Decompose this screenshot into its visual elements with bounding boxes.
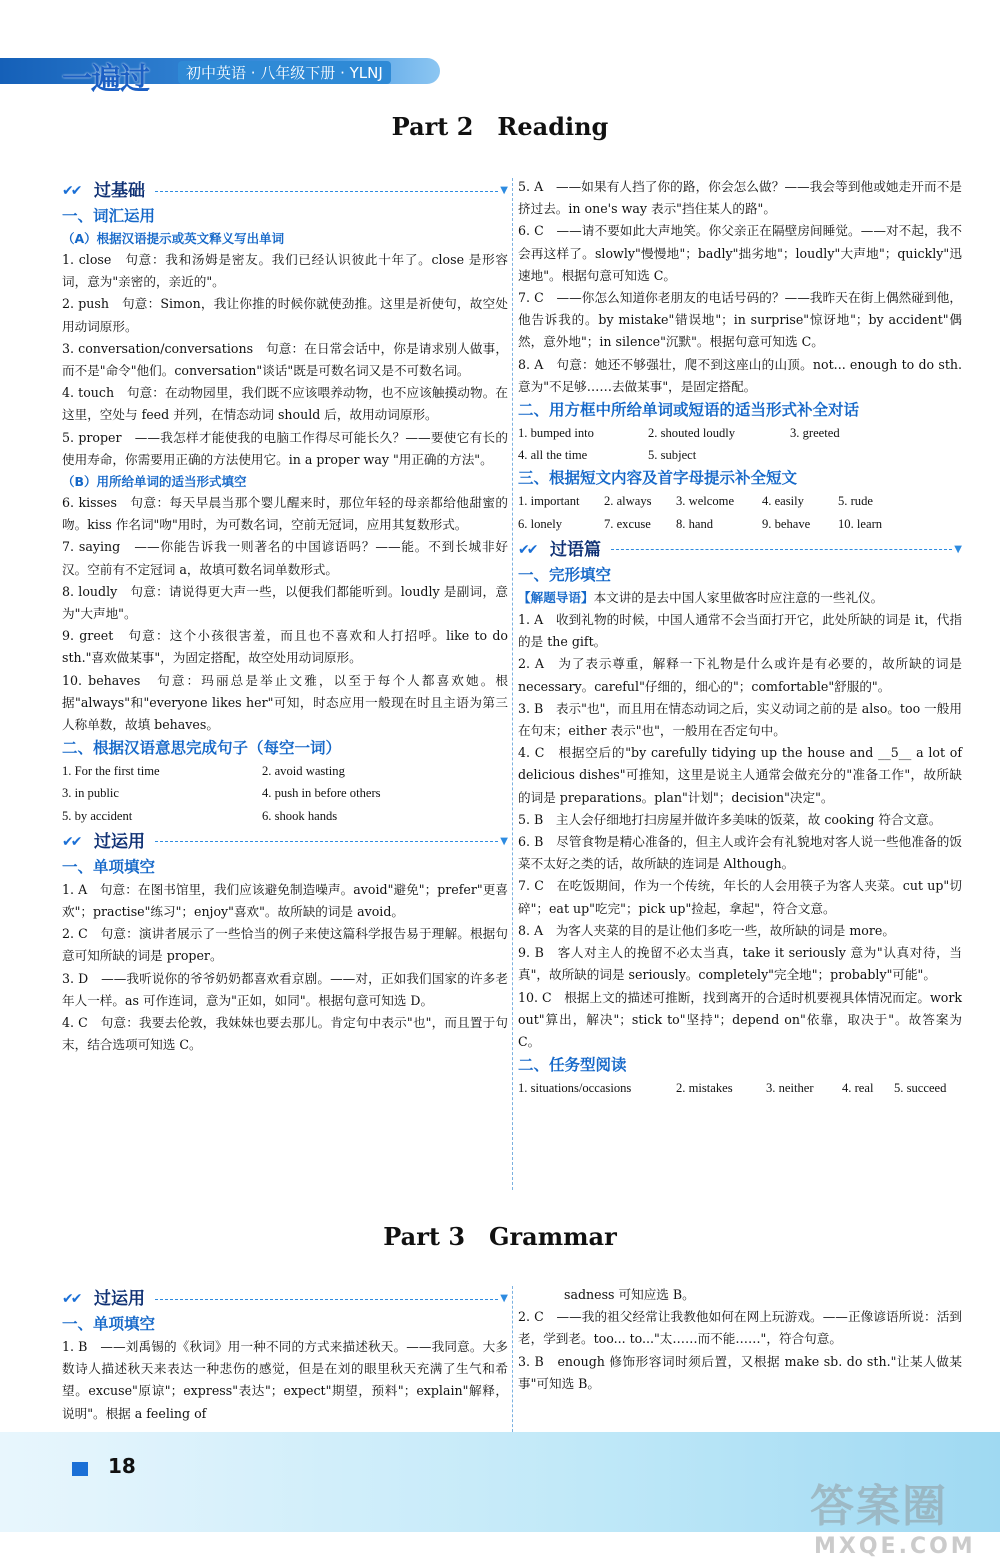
answer-item: 10. C 根据上文的描述可推断，找到离开的合适时机要视具体情况而定。work out"算出，解决"；stick to"坚持"；depend on"依靠，取决于"。故答案为 C。 <box>518 989 962 1049</box>
answer-item: 4. C 句意：我要去伦敦，我妹妹也要去那儿。肯定句中表示"也"，而且置于句末，结合选项可知选 C。 <box>62 1015 508 1053</box>
answer-item: 10. behaves 句意：玛丽总是举止文雅，以至于每个人都喜欢她。根据"always"和"everyone likes her"可知，时态应用一般现在时且主语为第三人称单数，故填 behaves。 <box>62 672 508 733</box>
chevron-icon: ✔✔ <box>62 833 80 850</box>
answer-item: 3. B enough 修饰形容词时须后置，又根据 make sb. do sth."让某人做某事"可知选 B。 <box>518 1353 962 1391</box>
answer-item: 3. B 表示"也"，而且用在情态动词之后，实义动词之前的是 also。too 一般用在句末；either 表示"也"，一般用在否定句中。 <box>518 700 962 739</box>
grammar-left-column <box>62 1284 508 1425</box>
arrow-down-icon: ▼ <box>500 1292 508 1304</box>
section-guoyunyong: ✔✔ 过运用 ▼ <box>62 831 508 852</box>
part2-name: Reading <box>497 112 609 141</box>
answer-item: 6. C ——请不要如此大声地笑。你父亲正在隔壁房间睡觉。——对不起，我不会再这样了。slowly"慢慢地"；badly"拙劣地"；loudly"大声地"；quickly"迅速地"。根据句意可知选 C。 <box>518 223 962 283</box>
page-marker-icon <box>72 1462 88 1476</box>
answer-item: 8. loudly 句意：请说得更大声一些，以便我们都能听到。loudly 是副词，意为"大声地"。 <box>62 583 508 622</box>
answer-item: 4. touch 句意：在动物园里，我们既不应该喂养动物，也不应该触摸动物。在这里，空处与 feed 并列，在情态动词 should 后，故用动词原形。 <box>62 385 508 423</box>
part3-name: Grammar <box>489 1222 617 1251</box>
column-divider <box>512 1286 513 1432</box>
chevron-icon: ✔✔ <box>518 541 536 558</box>
part2-num: Part 2 <box>391 112 474 141</box>
answer-item: 9. B 客人对主人的挽留不必太当真，take it seriously 意为"认真对待，当真"，故所缺的词是 seriously。completely"完全地"；probably"可能"。 <box>518 945 962 983</box>
task-answers: 1. situations/occasions 2. mistakes 3. neither 4. real 5. succeed <box>518 1081 947 1096</box>
brand-logo: 一遍过 <box>62 62 149 97</box>
section-guojichu: ✔✔ 过基础 ▼ <box>62 180 508 201</box>
page-header <box>0 0 1000 100</box>
page-number: 18 <box>108 1454 136 1478</box>
vocab-a-heading: （A）根据汉语提示或英文释义写出单词 <box>62 231 285 246</box>
passage-heading: 三、根据短文内容及首字母提示补全短文 <box>518 469 798 488</box>
chevron-icon: ✔✔ <box>62 182 80 199</box>
watermark-url: MXQE.COM <box>814 1534 976 1559</box>
answer-item: 7. saying ——你能告诉我一则著名的中国谚语吗？——能。不到长城非好汉。空前有不定冠词 a，故填可数名词单数形式。 <box>62 539 508 577</box>
answer-item: 9. greet 句意：这个小孩很害羞，而且也不喜欢和人打招呼。like to do sth."喜欢做某事"，为固定搭配，故空处用动词原形。 <box>62 628 508 666</box>
arrow-down-icon: ▼ <box>500 835 508 847</box>
tip-paragraph <box>518 587 962 609</box>
answer-item: 1. B ——刘禹锡的《秋词》用一种不同的方式来描述秋天。——我同意。大多数诗人描述秋天来表达一种悲伤的感觉，但是在刘的眼里秋天充满了生气和希望。excuse"原谅"；express"表达"；expect"期望，预料"；explain"解释，说明"。根据 a feeling of <box>62 1339 508 1421</box>
chevron-icon: ✔✔ <box>62 1290 80 1307</box>
left-column <box>62 176 508 1057</box>
tip-text: 本文讲的是去中国人家里做客时应注意的一些礼仪。 <box>593 589 884 605</box>
answer-item: 2. C ——我的祖父经常让我教他如何在网上玩游戏。——正像谚语所说：活到老，学到老。too... to..."太……而不能……"，符合句意。 <box>518 1309 962 1347</box>
task-reading-heading: 二、任务型阅读 <box>518 1056 627 1075</box>
answer-item: 1. close 句意：我和汤姆是密友。我们已经认识彼此十年了。close 是形容词，意为"亲密的，亲近的"。 <box>62 252 508 290</box>
answer-item: 2. C 句意：演讲者展示了一些恰当的例子来使这篇科学报告易于理解。根据句意可知所缺的词是 proper。 <box>62 926 508 964</box>
section-guoyupian: ✔✔ 过语篇 ▼ <box>518 539 962 560</box>
answer-item: 3. conversation/conversations 句意：在日常会话中，你是请求别人做事，而不是"命令"他们。conversation"谈话"既是可数名词又是不可数名词。 <box>62 340 508 379</box>
book-subtitle: 初中英语 · 八年级下册 · YLNJ <box>178 61 391 84</box>
arrow-down-icon: ▼ <box>954 543 962 555</box>
grammar-single-heading: 一、单项填空 <box>62 1315 156 1333</box>
answer-item: 6. B 尽管食物是精心准备的，但主人或许会有礼貌地对客人说一些他准备的饭菜不太好之类的话，故所缺的连词是 Although。 <box>518 834 962 872</box>
answer-item: 8. A 句意：她还不够强壮，爬不到这座山的山顶。not... enough to do sth. 意为"不足够……去做某事"，是固定搭配。 <box>518 356 962 394</box>
watermark <box>810 1470 976 1559</box>
right-column <box>518 176 962 1099</box>
arrow-down-icon: ▼ <box>500 184 508 196</box>
answer-item: 4. C 根据空后的"by carefully tidying up the house and __5__ a lot of delicious dishes"可推知，这里是说主人通常会做充分的"准备工作"，故所缺的词是 preparations。plan"计划"；decision"决定"。 <box>518 745 962 805</box>
column-divider <box>512 178 513 1190</box>
watermark-text: 答案圈 <box>810 1481 948 1532</box>
answer-item: 8. A 为客人夹菜的目的是让他们多吃一些，故所缺的词是 more。 <box>518 922 895 938</box>
answer-item: 7. C ——你怎么知道你老朋友的电话号码的？——我昨天在街上偶然碰到他，他告诉我的。by mistake"错误地"；in surprise"惊讶地"；by accident"偶然，意外地"；in silence"沉默"。根据句意可知选 C。 <box>518 290 962 350</box>
vocab-b-heading: （B）用所给单词的适当形式填空 <box>62 474 247 490</box>
sentence-answers: 1. For the first time 2. avoid wasting 3. in public 4. push in before others 5. by accident 6. shook hands <box>62 764 381 823</box>
vocab-heading: 一、词汇运用 <box>62 207 156 225</box>
cloze-heading: 一、完形填空 <box>518 565 612 584</box>
grammar-right-column <box>518 1284 962 1395</box>
part3-num: Part 3 <box>383 1222 466 1251</box>
answer-item: 1. A 句意：在图书馆里，我们应该避免制造噪声。avoid"避免"；prefer"更喜欢"；practise"练习"；enjoy"喜欢"。故所缺的词是 avoid。 <box>62 881 508 920</box>
answer-item: sadness 可知应选 B。 <box>564 1287 695 1302</box>
answer-item: 1. A 收到礼物的时候，中国人通常不会当面打开它，此处所缺的词是 it，代指的是 the gift。 <box>518 612 962 650</box>
answer-item: 6. kisses 句意：每天早晨当那个婴儿醒来时，那位年轻的母亲都给他甜蜜的吻。kiss 作名词"吻"用时，为可数名词，空前无冠词，应用其复数形式。 <box>62 495 508 533</box>
sentence-heading: 二、根据汉语意思完成句子（每空一词） <box>62 739 342 758</box>
dialog-heading: 二、用方框中所给单词或短语的适当形式补全对话 <box>518 401 860 420</box>
single-choice-heading: 一、单项填空 <box>62 857 156 876</box>
answer-item: 2. push 句意：Simon，我让你推的时候你就使劲推。这里是祈使句，故空处用动词原形。 <box>62 296 508 334</box>
passage-answers: 1. important 2. always 3. welcome 4. easily 5. rude 6. lonely 7. excuse 8. hand 9. behave 10. learn <box>518 494 883 531</box>
answer-item: 3. D ——我听说你的爷爷奶奶都喜欢看京剧。——对，正如我们国家的许多老年人一样。as 可作连词，意为"正如，如同"。根据句意可知选 D。 <box>62 970 508 1008</box>
answer-item: 2. A 为了表示尊重，解释一下礼物是什么或许是有必要的，故所缺的词是 necessary。careful"仔细的，细心的"；comfortable"舒服的"。 <box>518 656 962 694</box>
answer-item: 5. A ——如果有人挡了你的路，你会怎么做？——我会等到他或她走开而不是挤过去。in one's way 表示"挡住某人的路"。 <box>518 179 962 217</box>
dialog-answers: 1. bumped into 2. shouted loudly 3. greeted 4. all the time 5. subject <box>518 426 840 463</box>
answer-item: 5. B 主人会仔细地打扫房屋并做许多美味的饭菜，故 cooking 符合文意。 <box>518 811 942 827</box>
tip-tag: 【解题导语】 <box>518 589 594 605</box>
section-grammar-guoyunyong: ✔✔ 过运用 ▼ <box>62 1288 508 1309</box>
part2-title <box>0 112 1000 141</box>
answer-item: 7. C 在吃饭期间，作为一个传统，年长的人会用筷子为客人夹菜。cut up"切碎"；eat up"吃完"；pick up"捡起，拿起"，符合文意。 <box>518 878 962 916</box>
answer-item: 5. proper ——我怎样才能使我的电脑工作得尽可能长久？——要使它有长的使用寿命，你需要用正确的方法使用它。in a proper way "用正确的方法"。 <box>62 429 508 467</box>
part3-title <box>0 1222 1000 1251</box>
